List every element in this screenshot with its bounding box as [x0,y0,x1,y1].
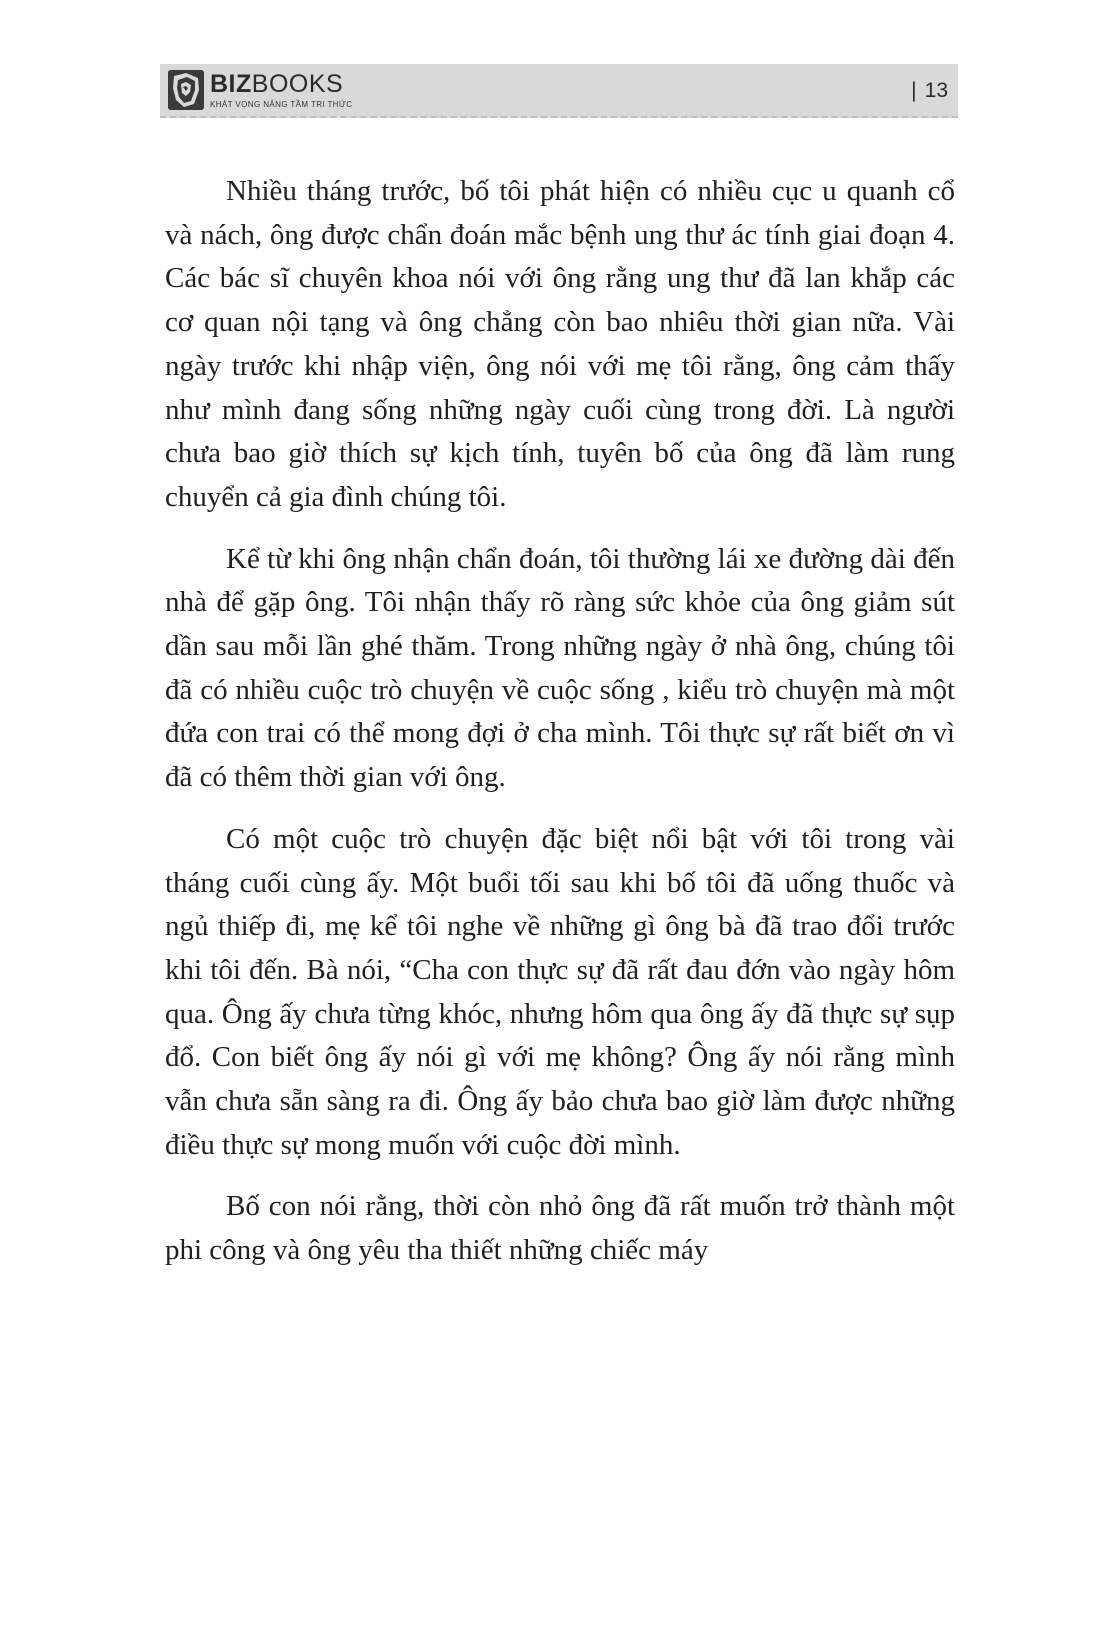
page-body [165,170,955,1291]
paragraph: Kể từ khi ông nhận chẩn đoán, tôi thường lái xe đường dài đến nhà để gặp ông. Tôi nhận thấy rõ ràng sức khỏe của ông giảm sút dần sau mỗi lần ghé thăm. Trong những ngày ở nhà ông, chúng tôi đã có nhiều cuộc trò chuyện về cuộc sống , kiểu trò chuyện mà một đứa con trai có thể mong đợi ở cha mình. Tôi thực sự rất biết ơn vì đã có thêm thời gian với ông. [165,542,955,794]
page-number-separator: | [911,79,917,102]
brand-bold: BIZ [210,69,252,98]
logo-text [210,69,353,109]
brand-name [210,69,352,98]
brand-slogan: KHÁT VỌNG NÂNG TẦM TRI THỨC [210,99,353,109]
lion-head-icon [168,70,204,110]
publisher-logo [168,70,352,110]
paragraph: Có một cuộc trò chuyện đặc biệt nổi bật với tôi trong vài tháng cuối cùng ấy. Một buổi tối sau khi bố tôi đã uống thuốc và ngủ thiếp đi, mẹ kể tôi nghe về những gì ông bà đã trao đổi trước khi tôi đến. Bà nói, “Cha con thực sự đã rất đau đớn vào ngày hôm qua. Ông ấy chưa từng khóc, nhưng hôm qua ông ấy đã thực sự sụp đổ. Con biết ông ấy nói gì với mẹ không? Ông ấy nói rằng mình vẫn chưa sẵn sàng ra đi. Ông ấy bảo chưa bao giờ làm được những điều thực sự mong muốn với cuộc đời mình. [165,822,955,1161]
brand-light: BOOKS [251,69,344,98]
running-header [160,64,958,118]
page-number-group [911,79,948,103]
paragraph: Bố con nói rằng, thời còn nhỏ ông đã rất muốn trở thành một phi công và ông yêu tha thiết những chiếc máy [165,1190,955,1267]
page-number: 13 [924,79,948,102]
paragraph: Nhiều tháng trước, bố tôi phát hiện có nhiều cục u quanh cổ và nách, ông được chẩn đoán mắc bệnh ung thư ác tính giai đoạn 4. Các bác sĩ chuyên khoa nói với ông rằng ung thư đã lan khắp các cơ quan nội tạng và ông chẳng còn bao nhiêu thời gian nữa. Vài ngày trước khi nhập viện, ông nói với mẹ tôi rằng, ông cảm thấy như mình đang sống những ngày cuối cùng trong đời. Là người chưa bao giờ thích sự kịch tính, tuyên bố của ông đã làm rung chuyển cả gia đình chúng tôi. [165,175,955,513]
